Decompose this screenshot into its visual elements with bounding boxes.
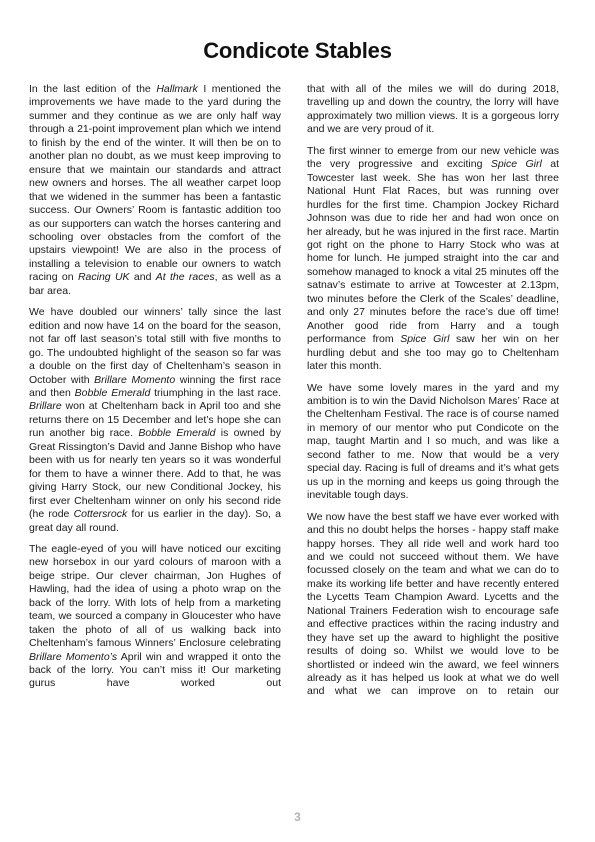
paragraph-text: is owned by Great Rissington’s David and Janne Bishop who have been with us for nearly ten years so it was wonderful for them to have a winner there. Add to that, he was giving Harry Stock, our new Conditional Jockey, his first ever Cheltenham winner on only his second ride (he rode <box>29 427 281 521</box>
italic-name: Bobble Emerald <box>138 427 216 440</box>
page-title: Condicote Stables <box>203 38 392 63</box>
article-paragraph <box>29 543 281 691</box>
italic-name: Bobble Emerald <box>74 386 151 399</box>
article-paragraph <box>29 306 281 535</box>
paragraph-text: triumphing in the last race. <box>150 386 281 399</box>
article-paragraph <box>29 83 281 298</box>
paragraph-text: We now have the best staff we have ever worked with and this no doubt helps the horses - happy staff make happy horses. They all ride well and work hard too and we could not succeed without them. We have focussed closely on the team and what we can do to make its working life better and have recently entered the Lycetts Team Champion Award. Lycetts and the National Trainers Federation wish to encourage safe and effective practices within the racing industry and they have set up the award to highlight the positive results of doing so. Whilst we would love to be shortlisted or indeed win the award, we feel winners already as it has helped us look at what we do well and what we can improve on to retain our <box>307 510 559 698</box>
left-column <box>29 83 281 699</box>
article-paragraph <box>307 382 559 503</box>
right-column <box>307 83 559 707</box>
paragraph-text: at Towcester last week. She has won her last three National Hunt Flat Races, but was running over hurdles for the first time. Champion Jockey Richard Johnson was due to ride her and had won once on her already, but he was injured in the first race. Martin got right on the phone to Harry Stock who was at home for lunch. He jumped straight into the car and somehow managed to knock a vital 25 minutes off the satnav’s estimate to arrive at Towcester at 2.13pm, two minutes before the Clerk of the Scales’ deadline, and only 27 minutes before the race’s due off time! Another good ride from Harry and a tough performance from <box>307 158 559 346</box>
paragraph-text: The first winner to emerge from our new vehicle was the very progressive and exciting <box>307 144 559 171</box>
paragraph-text: winning the first race and then <box>29 373 281 399</box>
italic-name: Brillare Momento <box>94 373 176 386</box>
italic-name: At the races <box>155 271 215 284</box>
paragraph-text: I mentioned the improvements we have made to the yard during the summer and they continue as we are only half way through a 21-point improvement plan which we intend to finish by the end of the winter. It will then be on to another plan no doubt, as we must keep improving to ensure that we maintain our standards and attract new owners and horses. The all weather carpet loop that we widened in the summer has been a fantastic success. Our Owners’ Room is fantastic addition too as our supporters can watch the horses cantering and schooling over obstacles from the comfort of the upstairs viewpoint! We are also in the process of installing a television to enable our owners to watch racing on <box>29 83 281 284</box>
page-number: 3 <box>294 810 301 824</box>
paragraph-text: that with all of the miles we will do during 2018, travelling up and down the country, the lorry will have approximately two million views. It is a gorgeous lorry and we are very proud of it. <box>307 83 559 136</box>
paragraph-text: We have some lovely mares in the yard and my ambition is to win the David Nicholson Mares’ Race at the Cheltenham Festival. The race is of course named in memory of our mentor who put Condicote on the map, taught Martin and I so much, and was like a second father to me. Now that would be a very special day. Racing is full of dreams and it’s what gets us up in the morning and keeps us going through the inevitable tough days. <box>307 381 559 502</box>
paragraph-text: for us earlier in the day). So, a great day all round. <box>29 508 281 534</box>
italic-name: Hallmark <box>156 83 198 95</box>
paragraph-text: and <box>129 271 156 284</box>
paragraph-text: won at Cheltenham back in April too and she returns there on 15 December and let’s hope she can run another big race. <box>29 400 281 440</box>
article-paragraph <box>307 83 559 137</box>
paragraph-text: We have doubled our winners’ tally since the last edition and now have 14 on the board for the season, not far off last season’s total still with five months to go. The undoubted highlight of the season so far was a double on the first day of Cheltenham’s season in October with <box>29 306 281 386</box>
italic-name: Brillare <box>29 400 62 413</box>
paragraph-text: April win and wrapped it onto the back of the lorry. You can’t miss it! Our marketing gurus have worked out <box>29 650 281 690</box>
article-paragraph <box>307 511 559 699</box>
paragraph-text: In the last edition of the <box>29 83 157 95</box>
italic-name: Racing UK <box>77 271 130 284</box>
italic-name: Cottersrock <box>73 508 128 521</box>
italic-name: Spice Girl <box>400 333 450 346</box>
paragraph-text: The eagle-eyed of you will have noticed our exciting new horsebox in our yard colours of maroon with a beige stripe. Our clever chairman, Jon Hughes of Hawling, had the idea of using a photo wrap on the back of the lorry. With lots of help from a marketing team, we sourced a company in Gloucester who have taken the photo of all of us walking back into Cheltenham’s famous Winners’ Enclosure celebrating <box>29 542 281 650</box>
paragraph-text: , as well as a bar area. <box>29 271 281 297</box>
italic-name: Spice Girl <box>490 158 542 171</box>
paragraph-text: saw her win on her hurdling debut and she too may go to Cheltenham later this month. <box>307 333 560 373</box>
italic-name: Brillare Momento’s <box>29 650 118 663</box>
article-paragraph <box>307 145 559 374</box>
